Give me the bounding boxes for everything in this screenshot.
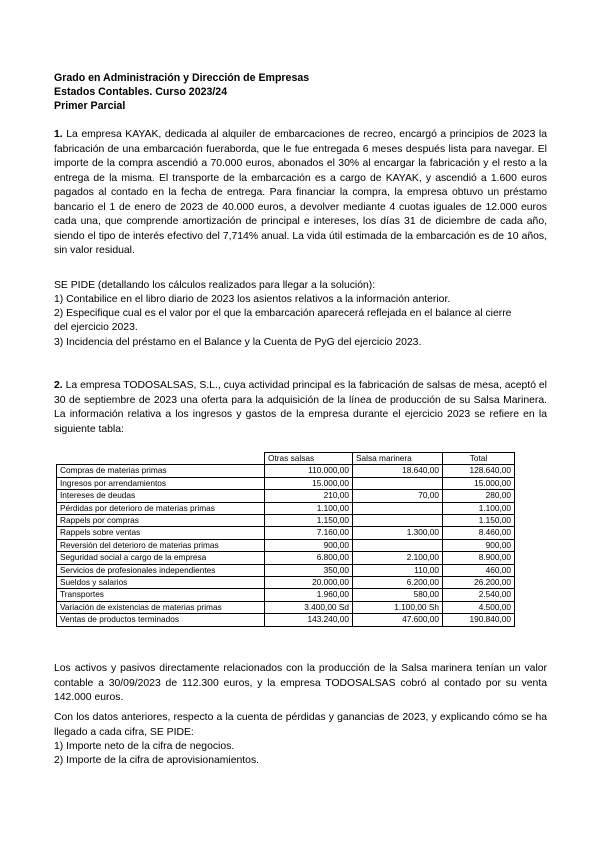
row-label: Variación de existencias de materias primas [57, 601, 265, 613]
table-cell: 15.000,00 [443, 477, 515, 489]
table-row [57, 589, 515, 601]
question-1-statement [54, 128, 547, 259]
row-label: Pérdidas por deterioro de materias primas [57, 502, 265, 514]
table-cell: 2.540,00 [443, 589, 515, 601]
question-2-additional-info: Los activos y pasivos directamente relacionados con la producción de la Salsa marinera tenían un valor contable a 30/09/2023 de 112.300 euros, y la empresa TODOSALSAS cobró al contado por su venta 142.000 euros. [54, 663, 547, 703]
table-cell: 110.000,00 [265, 465, 353, 477]
table-row [57, 539, 515, 551]
table-cell: 110,00 [353, 564, 443, 576]
income-expense-table [56, 452, 515, 627]
question-2-number: 2. [54, 380, 63, 391]
table-cell: 7.160,00 [265, 527, 353, 539]
row-label: Reversión del deterioro de materias primas [57, 539, 265, 551]
table-cell: 143.240,00 [265, 614, 353, 626]
table-cell: 210,00 [265, 490, 353, 502]
table-cell: 1.960,00 [265, 589, 353, 601]
table-header-row [57, 453, 515, 465]
table-cell: 18.640,00 [353, 465, 443, 477]
table-row [57, 577, 515, 589]
table-cell: 280,00 [443, 490, 515, 502]
table-row [57, 465, 515, 477]
table-cell: 70,00 [353, 490, 443, 502]
question-2-text: La empresa TODOSALSAS, S.L., cuya actividad principal es la fabricación de salsas de mesa, aceptó el 30 de septiembre de 2023 una oferta para la adquisición de la línea de producción de su Salsa Marinera. La información relativa a los ingresos y gastos de la empresa durante el ejercicio 2023 se refiere en la siguiente tabla: [54, 380, 547, 435]
course-subtitle: Estados Contables. Curso 2023/24 [54, 86, 228, 98]
table-cell: 1.100,00 Sh [353, 601, 443, 613]
table-cell [353, 539, 443, 551]
table-row [57, 601, 515, 613]
table-cell: 1.100,00 [443, 502, 515, 514]
row-label: Transportes [57, 589, 265, 601]
table-cell: 26.200,00 [443, 577, 515, 589]
question-1-item: 1) Contabilice en el libro diario de 2023 los asientos relativos a la información anterior. [54, 294, 451, 305]
row-label: Rappels por compras [57, 515, 265, 527]
table-cell: 350,00 [265, 564, 353, 576]
table-row [57, 490, 515, 502]
table-cell: 8.460,00 [443, 527, 515, 539]
table-body [57, 465, 515, 626]
question-1-se-pide: SE PIDE (detallando los cálculos realizados para llegar a la solución): [54, 280, 376, 291]
table-row [57, 515, 515, 527]
question-1-item: 3) Incidencia del préstamo en el Balance y la Cuenta de PyG del ejercicio 2023. [54, 337, 422, 348]
table-cell: 1.150,00 [265, 515, 353, 527]
table-row [57, 502, 515, 514]
table-cell: 580,00 [353, 589, 443, 601]
row-label: Ingresos por arrendamientos [57, 477, 265, 489]
table-cell: 15.000,00 [265, 477, 353, 489]
exam-title: Primer Parcial [54, 100, 126, 112]
column-header-otras-salsas: Otras salsas [265, 453, 353, 465]
row-label: Servicios de profesionales independientes [57, 564, 265, 576]
row-label: Compras de materias primas [57, 465, 265, 477]
question-1-text: La empresa KAYAK, dedicada al alquiler de embarcaciones de recreo, encargó a principios de 2023 la fabricación de una embarcación fueraborda, que le fue entregada 6 meses después lista para navegar. El importe de la compra ascendió a 70.000 euros, abonados el 30% al encargar la fabricación y el resto a la entrega de la misma. El transporte de la embarcación es a cargo de KAYAK, y ascendió a 1.600 euros pagados al contado en la fecha de entrega. Para financiar la compra, la empresa obtuvo un préstamo bancario el 1 de enero de 2023 de 40.000 euros, a devolver mediante 4 cuotas iguales de 12.000 euros cada una, que comprende amortización de principal e intereses, los días 31 de diciembre de cada año, siendo el tipo de interés efectivo del 7,714% anual. La vida útil estimada de la embarcación es de 10 años, sin valor residual. [54, 129, 547, 256]
table-cell: 1.300,00 [353, 527, 443, 539]
table-cell: 4.500,00 [443, 601, 515, 613]
row-label: Ventas de productos terminados [57, 614, 265, 626]
table-row [57, 552, 515, 564]
table-cell: 3.400,00 Sd [265, 601, 353, 613]
table-cell: 460,00 [443, 564, 515, 576]
table-cell: 2.100,00 [353, 552, 443, 564]
question-1-item: del ejercicio 2023. [54, 322, 138, 333]
table-row [57, 527, 515, 539]
table-cell: 900,00 [443, 539, 515, 551]
question-1-number: 1. [54, 129, 63, 140]
table-cell: 190.840,00 [443, 614, 515, 626]
table-row [57, 477, 515, 489]
table-cell [353, 477, 443, 489]
table-header-blank [57, 453, 265, 465]
column-header-salsa-marinera: Salsa marinera [353, 453, 443, 465]
course-title: Grado en Administración y Dirección de Empresas [54, 72, 310, 84]
question-1-item: 2) Especifique cual es el valor por el que la embarcación aparecerá reflejada en el balance al cierre [54, 308, 512, 319]
table-cell: 1.100,00 [265, 502, 353, 514]
row-label: Rappels sobre ventas [57, 527, 265, 539]
table-cell: 8.900,00 [443, 552, 515, 564]
table-cell [353, 502, 443, 514]
row-label: Seguridad social a cargo de la empresa [57, 552, 265, 564]
row-label: Intereses de deudas [57, 490, 265, 502]
question-2-item: 2) Importe de la cifra de aprovisionamientos. [54, 755, 260, 766]
question-2-statement [54, 379, 547, 437]
table-cell: 1.150,00 [443, 515, 515, 527]
question-2-se-pide: Con los datos anteriores, respecto a la cuenta de pérdidas y ganancias de 2023, y explicando cómo se ha llegado a cada cifra, SE PIDE: [54, 712, 547, 738]
table-cell: 47.600,00 [353, 614, 443, 626]
table-cell [353, 515, 443, 527]
table-row [57, 564, 515, 576]
column-header-total: Total [443, 453, 515, 465]
table-cell: 20.000,00 [265, 577, 353, 589]
table-cell: 900,00 [265, 539, 353, 551]
table-cell: 6.200,00 [353, 577, 443, 589]
row-label: Sueldos y salarios [57, 577, 265, 589]
table-cell: 128.640,00 [443, 465, 515, 477]
question-2-item: 1) Importe neto de la cifra de negocios. [54, 741, 235, 752]
table-row [57, 614, 515, 626]
table-cell: 6.800,00 [265, 552, 353, 564]
